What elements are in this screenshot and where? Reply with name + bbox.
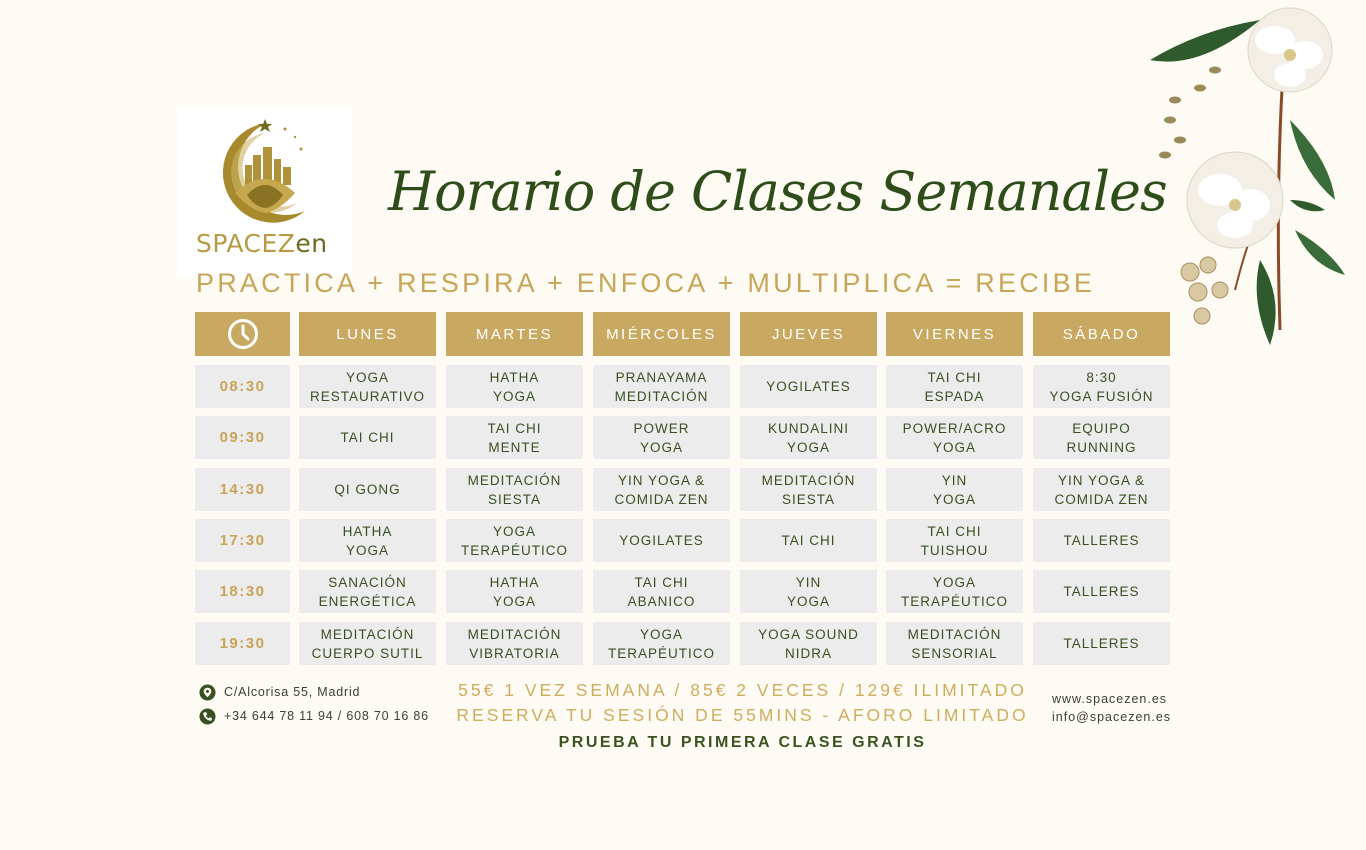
phone-text: +34 644 78 11 94 / 608 70 16 86 [224, 709, 429, 723]
class-cell: TALLERES [1033, 519, 1170, 562]
class-cell: YOGA SOUND NIDRA [740, 622, 877, 665]
booking-line: RESERVA TU SESIÓN DE 55MINS - AFORO LIMITADO [456, 705, 1029, 725]
class-cell: EQUIPO RUNNING [1033, 416, 1170, 459]
class-cell: YOGA TERAPÉUTICO [593, 622, 730, 665]
class-cell: TALLERES [1033, 622, 1170, 665]
class-cell: YOGA TERAPÉUTICO [886, 570, 1023, 613]
pricing [450, 678, 1035, 728]
time-slot: 08:30 [195, 365, 290, 408]
class-cell: MEDITACIÓN SIESTA [740, 468, 877, 511]
lotus-moon-logo-icon [205, 115, 325, 230]
website-link[interactable]: www.spacezen.es [1052, 692, 1168, 706]
time-slot: 14:30 [195, 468, 290, 511]
class-cell: MEDITACIÓN CUERPO SUTIL [299, 622, 436, 665]
clock-icon [227, 318, 259, 350]
pricing-line: 55€ 1 VEZ SEMANA / 85€ 2 VECES / 129€ ILIMITADO [458, 680, 1027, 700]
class-cell: POWER YOGA [593, 416, 730, 459]
day-header: VIERNES [886, 312, 1023, 356]
address-text: C/Alcorisa 55, Madrid [224, 685, 361, 699]
class-cell: TAI CHI TUISHOU [886, 519, 1023, 562]
class-cell: YOGILATES [740, 365, 877, 408]
class-cell: POWER/ACRO YOGA [886, 416, 1023, 459]
class-cell: QI GONG [299, 468, 436, 511]
class-cell: YIN YOGA & COMIDA ZEN [593, 468, 730, 511]
class-cell: TALLERES [1033, 570, 1170, 613]
day-header: MIÉRCOLES [593, 312, 730, 356]
class-cell: YOGILATES [593, 519, 730, 562]
contact-info [199, 680, 429, 728]
clock-header [195, 312, 290, 356]
email-link[interactable]: info@spacezen.es [1052, 710, 1172, 724]
day-header: LUNES [299, 312, 436, 356]
class-cell: TAI CHI ABANICO [593, 570, 730, 613]
address-line [199, 680, 429, 704]
day-header: MARTES [446, 312, 583, 356]
class-cell: YOGA TERAPÉUTICO [446, 519, 583, 562]
class-cell: SANACIÓN ENERGÉTICA [299, 570, 436, 613]
time-slot: 18:30 [195, 570, 290, 613]
class-cell: YOGA RESTAURATIVO [299, 365, 436, 408]
class-cell: YIN YOGA [886, 468, 1023, 511]
class-cell: TAI CHI [740, 519, 877, 562]
class-cell: TAI CHI [299, 416, 436, 459]
time-slot: 17:30 [195, 519, 290, 562]
class-cell: TAI CHI ESPADA [886, 365, 1023, 408]
page-title: Horario de Clases Semanales [388, 160, 1167, 223]
day-header: JUEVES [740, 312, 877, 356]
class-cell: HATHA YOGA [446, 365, 583, 408]
class-cell: YIN YOGA & COMIDA ZEN [1033, 468, 1170, 511]
time-slot: 19:30 [195, 622, 290, 665]
class-cell: TAI CHI MENTE [446, 416, 583, 459]
phone-line [199, 704, 429, 728]
free-trial-text: PRUEBA TU PRIMERA CLASE GRATIS [558, 734, 927, 751]
logo [177, 107, 352, 277]
tagline: PRACTICA + RESPIRA + ENFOCA + MULTIPLICA = RECIBE [196, 268, 1096, 298]
class-cell: 8:30 YOGA FUSIÓN [1033, 365, 1170, 408]
floral-decoration-icon [1140, 0, 1366, 350]
class-cell: MEDITACIÓN VIBRATORIA [446, 622, 583, 665]
class-cell: KUNDALINI YOGA [740, 416, 877, 459]
class-cell: MEDITACIÓN SENSORIAL [886, 622, 1023, 665]
day-header: SÁBADO [1033, 312, 1170, 356]
phone-icon [199, 708, 216, 725]
class-cell: HATHA YOGA [446, 570, 583, 613]
logo-wordmark: SPACEZen [196, 229, 328, 258]
web-contact [1052, 690, 1171, 726]
class-cell: MEDITACIÓN SIESTA [446, 468, 583, 511]
class-cell: YIN YOGA [740, 570, 877, 613]
class-cell: PRANAYAMA MEDITACIÓN [593, 365, 730, 408]
location-pin-icon [199, 684, 216, 701]
time-slot: 09:30 [195, 416, 290, 459]
class-cell: HATHA YOGA [299, 519, 436, 562]
